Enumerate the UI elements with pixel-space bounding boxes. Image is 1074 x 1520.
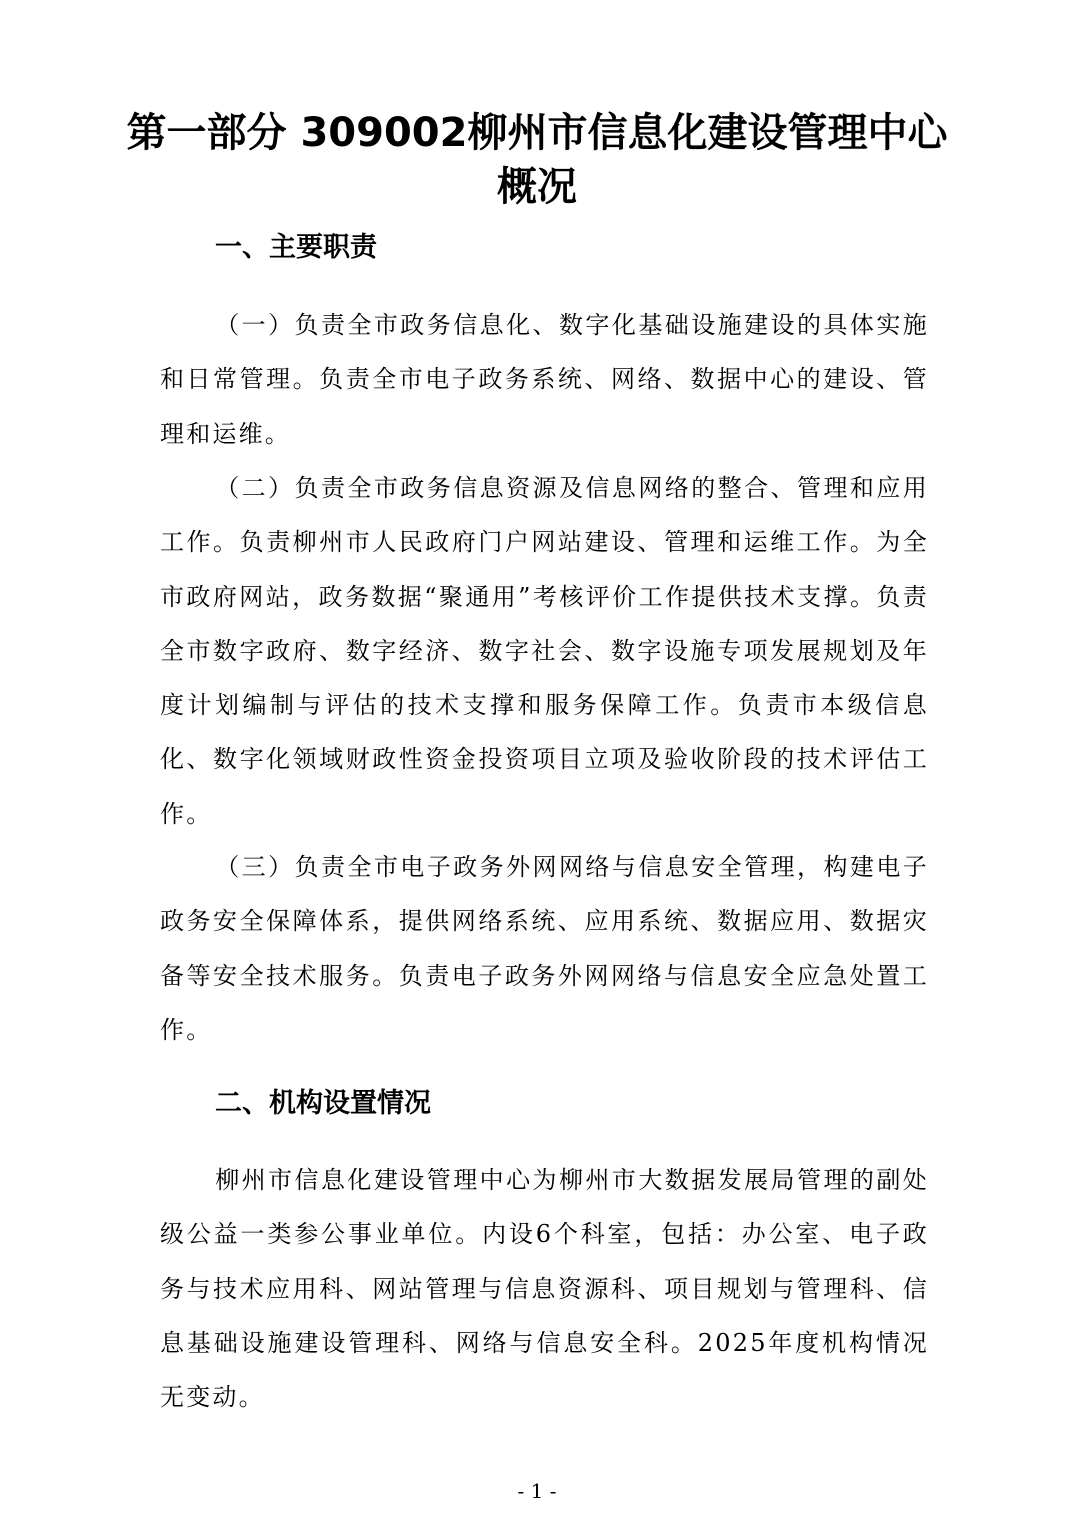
duty-paragraph-3: （三）负责全市电子政务外网网络与信息安全管理，构建电子政务安全保障体系，提供网络系统、应用系统、数据应用、数据灾备等安全技术服务。负责电子政务外网网络与信息安全应急处置工作。 bbox=[160, 853, 929, 1044]
duty-paragraph-2: （二）负责全市政务信息资源及信息网络的整合、管理和应用工作。负责柳州市人民政府门户网站建设、管理和运维工作。为全市政府网站，政务数据“聚通用”考核评价工作提供技术支撑。负责全市数字政府、数字经济、数字社会、数字设施专项发展规划及年度计划编制与评估的技术支撑和服务保障工作。负责市本级信息化、数字化领域财政性资金投资项目立项及验收阶段的技术评估工作。 bbox=[160, 474, 929, 828]
page-title: 第一部分 309002柳州市信息化建设管理中心概况 bbox=[126, 110, 948, 210]
section-heading-main-duties: 一、主要职责 bbox=[215, 232, 377, 263]
duty-paragraph-1: （一）负责全市政务信息化、数字化基础设施建设的具体实施和日常管理。负责全市电子政务系统、网络、数据中心的建设、管理和运维。 bbox=[160, 311, 929, 448]
page-number: - 1 - bbox=[517, 1479, 557, 1503]
organization-paragraph: 柳州市信息化建设管理中心为柳州市大数据发展局管理的副处级公益一类参公事业单位。内设6个科室，包括：办公室、电子政务与技术应用科、网站管理与信息资源科、项目规划与管理科、信息基础设施建设管理科、网络与信息安全科。2025年度机构情况无变动。 bbox=[160, 1166, 929, 1412]
section-heading-organization: 二、机构设置情况 bbox=[215, 1088, 431, 1119]
